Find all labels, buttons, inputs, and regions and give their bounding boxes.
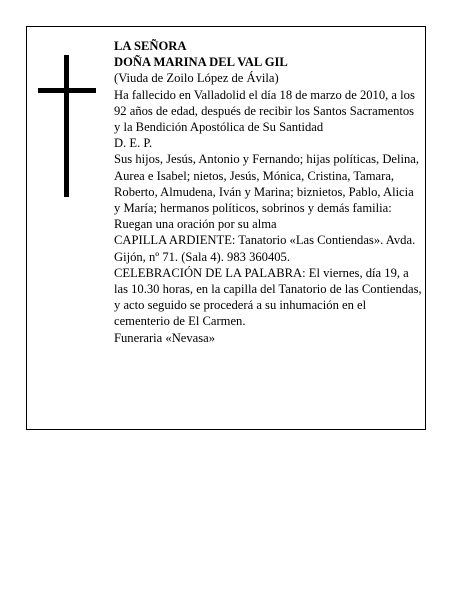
family-list: Sus hijos, Jesús, Antonio y Fernando; hijas políticas, Delina, Aurea e Isabel; nietos, Jesús, Mónica, Cristina, Tamara, Roberto, Almudena, Iván y Marina; biznietos, Pablo, Alicia y María; hermanos políticos, sobrinos y demás familia: (114, 152, 420, 216)
prayer-request: Ruegan una oración por su alma (114, 217, 277, 232)
death-announcement: Ha fallecido en Valladolid el día 18 de marzo de 2010, a los 92 años de edad, después de recibir los Santos Sacramentos y la Bendición Apostólica de Su Santidad (114, 87, 415, 135)
obituary-text (114, 38, 422, 346)
deceased-title: LA SEÑORA (114, 39, 187, 53)
widow-of-line: (Viuda de Zoilo López de Ávila) (114, 71, 279, 86)
cross-vertical-bar (64, 55, 69, 197)
deceased-name: DOÑA MARINA DEL VAL GIL (114, 55, 288, 70)
cross-horizontal-bar (38, 88, 96, 93)
latin-cross-icon (38, 55, 96, 197)
rip-line: D. E. P. (114, 136, 153, 151)
chapel-info: CAPILLA ARDIENTE: Tanatorio «Las Contiendas». Avda. Gijón, nº 71. (Sala 4). 983 360405. (114, 233, 416, 264)
funeral-home: Funeraria «Nevasa» (114, 330, 216, 345)
ceremony-info: CELEBRACIÓN DE LA PALABRA: El viernes, día 19, a las 10.30 horas, en la capilla del Tanatorio de las Contiendas, y acto seguido se procederá a su inhumación en el cementerio de El Carmen. (114, 265, 422, 329)
